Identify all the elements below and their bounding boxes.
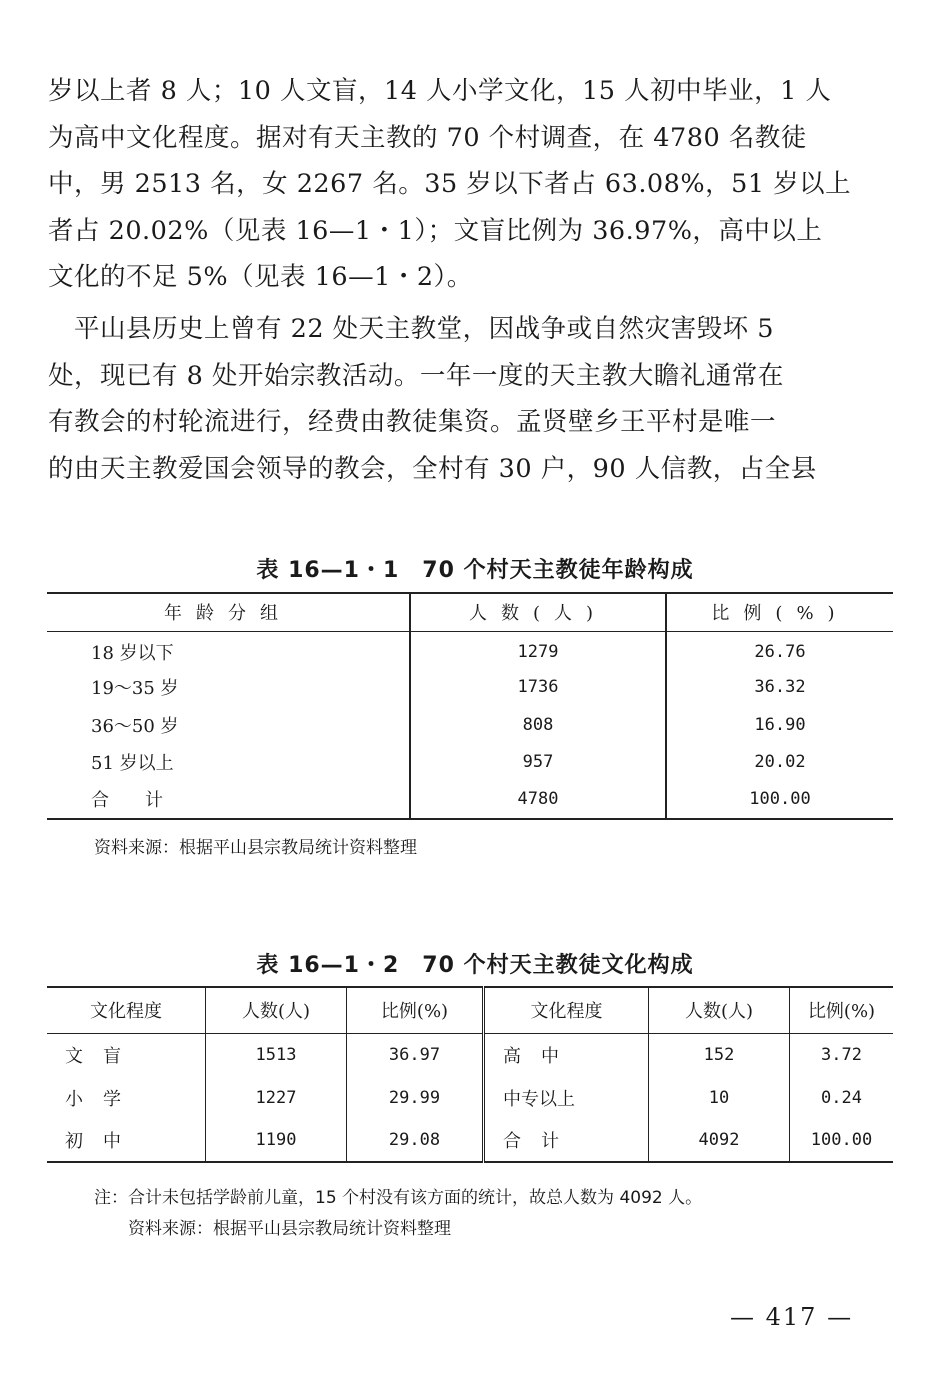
count-cell: 4092	[649, 1119, 790, 1162]
percent-cell: 29.99	[347, 1076, 484, 1119]
count-cell: 152	[649, 1033, 790, 1076]
age-group-cell: 18 岁以下	[47, 631, 410, 669]
table-row	[47, 1033, 893, 1076]
count-cell: 1190	[206, 1119, 347, 1162]
education-level-cell: 合计	[484, 1119, 649, 1162]
text-line: 岁以上者 8 人；10 人文盲，14 人小学文化，15 人初中毕业，1 人	[48, 76, 832, 106]
percent-cell: 36.32	[754, 677, 806, 698]
count-cell: 957	[410, 744, 666, 782]
column-header: 文化程度	[484, 987, 649, 1033]
percent-cell: 29.08	[347, 1119, 484, 1162]
text-line: 者占 20.02%（见表 16—1・1）；文盲比例为 36.97%，高中以上	[48, 215, 823, 246]
table-row	[47, 669, 893, 707]
education-level-cell: 小学	[47, 1076, 206, 1119]
text-line: 为高中文化程度。据对有天主教的 70 个村调查，在 4780 名教徒	[48, 122, 807, 153]
text-line: 处，现已有 8 处开始宗教活动。一年一度的天主教大瞻礼通常在	[48, 360, 784, 391]
text-line: 的由天主教爱国会领导的教会，全村有 30 户，90 人信教，占全县	[48, 453, 817, 484]
age-composition-table	[47, 592, 893, 820]
table-total-row	[47, 781, 893, 819]
body-paragraph-1	[48, 68, 893, 301]
column-header: 比例(%)	[666, 593, 893, 631]
education-composition-table	[47, 986, 893, 1163]
percent-cell: 100.00	[790, 1119, 894, 1162]
column-header: 人数(人)	[649, 987, 790, 1033]
percent-cell: 100.00	[666, 781, 893, 819]
column-header: 人数(人)	[410, 593, 666, 631]
table-header-row	[47, 987, 893, 1033]
age-group-cell: 19～35 岁	[47, 669, 410, 707]
text-line: 中，男 2513 名，女 2267 名。35 岁以下者占 63.08%，51 岁以上	[48, 169, 852, 199]
education-level-cell: 初中	[47, 1119, 206, 1162]
percent-cell: 16.90	[754, 714, 806, 735]
text-line: 文化的不足 5%（见表 16—1・2）。	[48, 262, 473, 292]
percent-cell: 3.72	[821, 1044, 862, 1065]
table-row	[47, 1119, 893, 1162]
text-line: 平山县历史上曾有 22 处天主教堂，因战争或自然灾害毁坏 5	[48, 314, 774, 344]
count-cell: 1279	[410, 631, 666, 669]
table2-note: 注：合计未包括学龄前儿童，15 个村没有该方面的统计，故总人数为 4092 人。	[94, 1188, 703, 1208]
body-paragraph-2	[48, 306, 893, 492]
count-cell: 10	[649, 1076, 790, 1119]
table2-source: 资料来源：根据平山县宗教局统计资料整理	[128, 1219, 451, 1239]
table-row	[47, 631, 893, 669]
text-line: 有教会的村轮流进行，经费由教徒集资。孟贤壁乡王平村是唯一	[48, 407, 777, 437]
column-header: 人数(人)	[206, 987, 347, 1033]
column-header: 年龄分组	[47, 593, 410, 631]
table-header-row	[47, 593, 893, 631]
percent-cell: 36.97	[347, 1033, 484, 1076]
count-cell: 1227	[206, 1076, 347, 1119]
table2-caption: 表 16—1・2 70 个村天主教徒文化构成	[256, 953, 694, 978]
education-level-cell: 高中	[484, 1033, 649, 1076]
percent-cell: 26.76	[754, 642, 806, 662]
page-number: — 417 —	[730, 1303, 854, 1331]
percent-cell: 20.02	[754, 752, 806, 773]
table-row	[47, 1076, 893, 1119]
age-group-cell: 合 计	[47, 781, 410, 819]
age-group-cell: 51 岁以上	[47, 744, 410, 782]
count-cell: 808	[410, 706, 666, 744]
education-level-cell: 中专以上	[484, 1076, 649, 1119]
table1-source: 资料来源：根据平山县宗教局统计资料整理	[94, 838, 417, 858]
table-row	[47, 744, 893, 782]
column-header: 比例(%)	[347, 987, 484, 1033]
count-cell: 1736	[410, 669, 666, 707]
count-cell: 1513	[206, 1033, 347, 1076]
count-cell: 4780	[410, 781, 666, 819]
column-header: 文化程度	[47, 987, 206, 1033]
percent-cell: 0.24	[821, 1087, 862, 1108]
table-row	[47, 706, 893, 744]
table1-caption: 表 16—1・1 70 个村天主教徒年龄构成	[256, 558, 694, 583]
education-level-cell: 文盲	[47, 1033, 206, 1076]
age-group-cell: 36～50 岁	[47, 706, 410, 744]
column-header: 比例(%)	[790, 987, 894, 1033]
